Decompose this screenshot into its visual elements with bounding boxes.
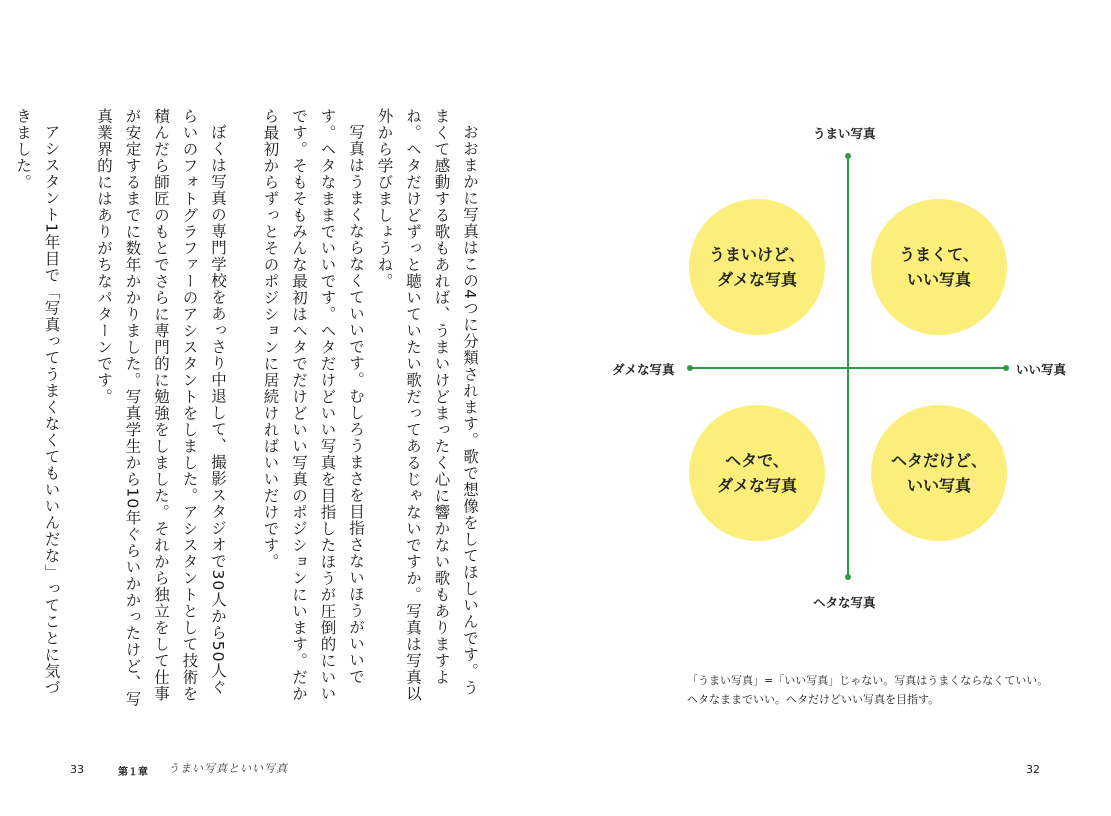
chapter-label: 第１章 — [118, 767, 148, 778]
quadrant-label: うまくて、 いい写真 — [899, 245, 979, 289]
page-number-right: 32 — [1026, 763, 1040, 776]
quadrant-circle-bottom-right — [871, 405, 1007, 541]
caption-line: 「うまい写真」=「いい写真」じゃない。写真はうまくならなくていい。 — [687, 674, 1049, 687]
axis-label-top: うまい写真 — [813, 126, 876, 141]
axis-label-right: いい写真 — [1016, 362, 1067, 377]
page-number-left: 33 — [70, 763, 84, 776]
caption-line: ヘタなままでいい。ヘタだけどいい写真を目指す。 — [687, 693, 940, 706]
paragraph: おおまかに写真はこの4つに分類されます。歌で想像をしてほしいんです。うまくて感動する歌もあれば、うまいけどまったく心に響かない歌もありますよね。ヘタだけどずっと聴いていたい歌だってあるじゃないですか。写真は写真以外から学びましょうね。 — [375, 108, 479, 702]
quadrant-label: ヘタで、 ダメな写真 — [716, 451, 797, 495]
body-text — [14, 108, 484, 708]
quadrant-label: ヘタだけど、 いい写真 — [890, 451, 987, 495]
quadrant-circle-top-right — [871, 199, 1007, 335]
paragraph: アシスタント1年目で「写真ってうまくなくてもいいんだな」ってことに気づきました。 — [14, 108, 61, 696]
axis-end-dot — [845, 153, 851, 159]
vertical-axis — [847, 156, 849, 578]
axis-label-left: ダメな写真 — [612, 362, 675, 377]
quadrant-label: うまいけど、 ダメな写真 — [708, 245, 805, 289]
diagram-caption — [687, 671, 1048, 709]
quadrant-circle-bottom-left — [689, 405, 825, 541]
paragraph: 写真はうまくならなくていいです。むしろうまさを目指さないほうがいいです。ヘタなままでいいです。ヘタだけどいい写真を目指したほうが圧倒的にいいです。そもそもみんな最初はヘタでだけどいい写真のポジションにいます。だから最初からずっとそのポジションに居続ければいいだけです。 — [261, 108, 365, 702]
axis-end-dot — [687, 365, 693, 371]
axis-label-bottom: ヘタな写真 — [813, 595, 876, 610]
chapter-title: うまい写真といい写真 — [168, 762, 288, 775]
axis-end-dot — [845, 574, 851, 580]
quadrant-circle-top-left — [689, 199, 825, 335]
paragraph: ぼくは写真の専門学校をあっさり中退して、撮影スタジオで30人から50人ぐらいのフォトグラファーのアシスタントをしました。アシスタントとして技術を積んだら師匠のもとでさらに専門的に勉強をしました。それから独立をして仕事が安定するまでに数年かかりました。写真学生から10年ぐらいかかったけど、写真業界的にはありがちなパターンです。 — [95, 108, 227, 708]
axis-end-dot — [1003, 365, 1009, 371]
